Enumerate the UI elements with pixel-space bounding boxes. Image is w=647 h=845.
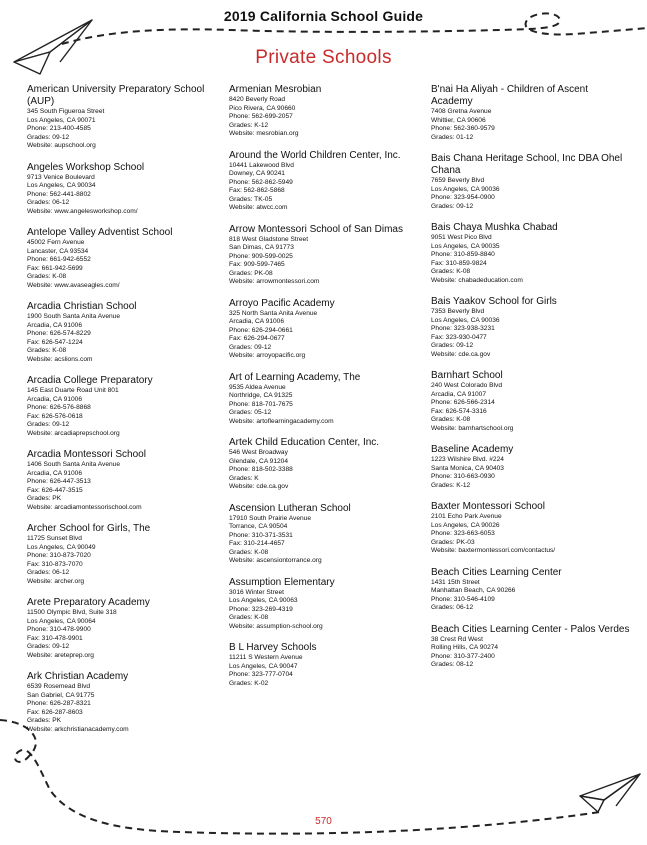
school-website: Website: aupschool.org: [27, 142, 96, 149]
school-detail-line: Fax: 323-930-0477: [431, 333, 487, 341]
school-detail-line: Grades: TK-05: [229, 195, 273, 203]
school-entry: [229, 577, 429, 632]
school-detail-line: 7659 Beverly Blvd: [431, 177, 485, 184]
school-name: Bais Chaya Mushka Chabad: [431, 222, 558, 233]
school-name: Around the World Children Center, Inc.: [229, 149, 401, 161]
school-detail-line: 45002 Fern Avenue: [27, 239, 85, 246]
school-detail-line: 9535 Aldea Avenue: [229, 383, 286, 391]
school-entry: [27, 671, 227, 734]
school-name: Ascension Lutheran School: [229, 502, 351, 514]
school-detail-line: Los Angeles, CA 90026: [431, 521, 500, 529]
school-entry: [431, 624, 631, 670]
school-detail-line: Grades: K: [229, 474, 259, 482]
school-detail-line: Los Angeles, CA 90036: [431, 185, 500, 193]
school-detail-line: Manhattan Beach, CA 90266: [431, 587, 516, 594]
school-detail-line: Phone: 310-873-7020: [27, 552, 91, 559]
school-detail-line: Phone: 310-478-9900: [27, 626, 91, 633]
school-detail-line: Phone: 909-599-0025: [229, 252, 293, 260]
school-detail-line: Downey, CA 90241: [229, 170, 285, 177]
school-detail-line: Phone: 626-447-3513: [27, 478, 91, 485]
school-entry: [431, 222, 631, 285]
school-detail-line: Arcadia, CA 91006: [27, 395, 82, 403]
school-name: Assumption Elementary: [229, 576, 335, 588]
school-name: Baxter Montessori School: [431, 501, 545, 512]
school-detail-line: 818 West Gladstone Street: [229, 235, 309, 243]
school-website: Website: arrowmontessori.com: [229, 278, 320, 285]
school-detail-line: Phone: 323-954-0900: [431, 194, 495, 201]
school-detail-line: Grades: 06-12: [431, 604, 474, 611]
school-detail-line: Grades: 09-12: [27, 643, 70, 650]
school-website: Website: cde.ca.gov: [229, 483, 289, 490]
school-detail-line: Grades: 01-12: [431, 133, 474, 141]
school-entry: [229, 437, 429, 492]
school-detail-line: San Dimas, CA 91773: [229, 244, 294, 251]
school-detail-line: Fax: 626-294-0677: [229, 335, 285, 342]
school-detail-line: Fax: 310-859-9824: [431, 259, 487, 267]
school-detail-line: Phone: 310-663-0930: [431, 473, 495, 480]
school-website: Website: baxtermontessori.com/contactus/: [431, 547, 556, 554]
school-entry: [431, 501, 631, 556]
school-entry: [27, 597, 227, 660]
school-detail-line: Grades: 09-12: [229, 343, 272, 351]
school-entry: [27, 449, 227, 512]
school-detail-line: 1223 Wilshire Blvd. #224: [431, 456, 504, 463]
school-name: Antelope Valley Adventist School: [27, 227, 173, 238]
school-detail-line: 9051 West Pico Blvd: [431, 234, 492, 241]
school-entry: [27, 523, 227, 586]
school-entry: [27, 375, 227, 438]
school-detail-line: Fax: 626-574-3316: [431, 407, 487, 415]
school-detail-line: Fax: 626-447-3515: [27, 486, 83, 494]
school-website: Website: www.angelesworkshop.com/: [27, 207, 138, 215]
school-detail-line: Grades: PK: [27, 495, 62, 502]
school-entry: [27, 301, 227, 364]
school-detail-line: Phone: 562-360-9579: [431, 125, 495, 132]
school-detail-line: 7408 Gretna Avenue: [431, 108, 492, 115]
school-detail-line: 2101 Echo Park Avenue: [431, 513, 502, 520]
school-detail-line: Phone: 323-269-4319: [229, 605, 293, 613]
school-detail-line: 325 North Santa Anita Avenue: [229, 309, 318, 317]
school-website: Website: mesrobian.org: [229, 130, 299, 137]
school-detail-line: Grades: 09-12: [431, 202, 474, 210]
school-detail-line: Phone: 310-371-3531: [229, 531, 293, 539]
school-detail-line: 9713 Venice Boulevard: [27, 173, 95, 181]
school-detail-line: Phone: 818-701-7675: [229, 400, 293, 408]
school-website: Website: barnhartschool.org: [431, 424, 514, 432]
school-detail-line: 546 West Broadway: [229, 449, 288, 456]
school-entry: [27, 227, 227, 290]
school-detail-line: Phone: 310-859-8840: [431, 251, 495, 258]
page-number: 570: [315, 816, 332, 827]
school-detail-line: 7353 Beverly Blvd: [431, 308, 485, 315]
school-website: Website: atwcc.com: [229, 204, 288, 211]
school-detail-line: Phone: 818-502-3388: [229, 466, 293, 473]
school-detail-line: Whittier, CA 90606: [431, 116, 486, 124]
school-detail-line: Grades: 09-12: [27, 133, 70, 141]
school-detail-line: Phone: 562-699-2057: [229, 113, 293, 120]
school-detail-line: Arcadia, CA 91007: [431, 390, 486, 398]
school-entry: [229, 503, 429, 566]
school-name: Arete Preparatory Academy: [27, 597, 150, 608]
school-website: Website: artoflearningacademy.com: [229, 417, 334, 425]
school-detail-line: 38 Crest Rd West: [431, 635, 483, 643]
school-detail-line: Grades: 09-12: [431, 342, 474, 349]
school-detail-line: 1406 South Santa Anita Avenue: [27, 461, 121, 468]
school-entry: [229, 84, 429, 139]
school-detail-line: Grades: 08-12: [431, 661, 474, 668]
school-name: Ark Christian Academy: [27, 671, 129, 682]
school-detail-line: Lancaster, CA 93534: [27, 247, 89, 255]
school-name: Artek Child Education Center, Inc.: [229, 437, 380, 448]
school-website: Website: assumption-school.org: [229, 622, 323, 630]
school-entry: [431, 370, 631, 433]
school-detail-line: Fax: 661-942-5699: [27, 264, 83, 272]
school-detail-line: Grades: 09-12: [27, 421, 70, 428]
school-detail-line: Phone: 323-663-6053: [431, 530, 495, 537]
school-name: Arrow Montessori School of San Dimas: [229, 223, 403, 235]
school-website: Website: www.avaseagles.com/: [27, 281, 120, 289]
school-entry: [229, 150, 429, 213]
school-detail-line: Fax: 562-862-5868: [229, 187, 285, 194]
school-detail-line: Fax: 310-214-4657: [229, 540, 285, 547]
school-detail-line: Phone: 626-294-0661: [229, 326, 293, 334]
guide-title: 2019 California School Guide: [223, 8, 424, 24]
school-website: Website: areteprep.org: [27, 651, 94, 659]
school-detail-line: Phone: 323-777-0704: [229, 671, 293, 678]
school-detail-line: Northridge, CA 91325: [229, 392, 293, 399]
school-detail-line: Los Angeles, CA 90071: [27, 116, 96, 124]
school-detail-line: Phone: 626-566-2314: [431, 399, 495, 406]
school-detail-line: Fax: 626-287-8603: [27, 708, 83, 716]
school-website: Website: archer.org: [27, 577, 85, 585]
school-website: Website: acslions.com: [27, 355, 93, 363]
school-detail-line: Grades: K-08: [229, 548, 269, 556]
school-detail-line: Grades: PK: [27, 717, 62, 724]
school-detail-line: Los Angeles, CA 90049: [27, 543, 96, 551]
school-entry: [431, 84, 631, 142]
school-column-3: [431, 84, 631, 681]
school-detail-line: 1900 South Santa Anita Avenue: [27, 313, 121, 320]
section-title: Private Schools: [255, 47, 392, 68]
school-detail-line: Grades: 06-12: [27, 569, 70, 576]
school-entry: [27, 84, 227, 151]
school-detail-line: Grades: PK-03: [431, 538, 475, 546]
school-entry: [431, 444, 631, 490]
school-detail-line: Rolling Hills, CA 90274: [431, 644, 499, 651]
school-detail-line: Phone: 626-576-8868: [27, 404, 91, 411]
school-detail-line: Fax: 909-599-7465: [229, 261, 285, 268]
school-name: Baseline Academy: [431, 444, 514, 455]
school-detail-line: Fax: 626-576-0618: [27, 412, 83, 420]
school-detail-line: Phone: 626-287-8321: [27, 700, 91, 707]
school-detail-line: 345 South Figueroa Street: [27, 108, 105, 115]
school-website: Website: cde.ca.gov: [431, 350, 491, 358]
school-name: Bais Yaakov School for Girls: [431, 296, 557, 307]
school-detail-line: 6539 Rosemead Blvd: [27, 683, 91, 690]
school-detail-line: 145 East Duarte Road Unit 801: [27, 387, 119, 394]
school-detail-line: Phone: 323-938-3231: [431, 325, 495, 332]
paper-plane-icon: [580, 774, 640, 812]
school-detail-line: Arcadia, CA 91006: [229, 318, 284, 325]
school-website: Website: chabadeducation.com: [431, 276, 523, 284]
school-detail-line: Grades: K-08: [229, 614, 269, 621]
school-detail-line: Los Angeles, CA 90035: [431, 242, 500, 250]
school-detail-line: Grades: K-12: [431, 481, 471, 489]
school-name: Archer School for Girls, The: [27, 523, 151, 534]
school-entry: [229, 372, 429, 427]
school-column-1: [27, 84, 227, 745]
school-detail-line: Los Angeles, CA 90036: [431, 316, 500, 324]
school-name: B'nai Ha Aliyah - Children of Ascent Academy: [431, 84, 588, 107]
school-detail-line: 8420 Beverly Road: [229, 96, 286, 103]
school-detail-line: Pico Rivera, CA 90660: [229, 104, 296, 112]
school-detail-line: 11725 Sunset Blvd: [27, 535, 82, 542]
school-detail-line: Grades: 05-12: [229, 409, 272, 416]
school-name: Armenian Mesrobian: [229, 84, 322, 95]
school-entry: [431, 296, 631, 359]
school-detail-line: Glendale, CA 91204: [229, 457, 289, 465]
school-name: Arcadia College Preparatory: [27, 375, 153, 386]
school-entry: [431, 567, 631, 613]
school-detail-line: 1431 15th Street: [431, 578, 480, 586]
school-name: Arcadia Montessori School: [27, 449, 146, 460]
school-detail-line: Fax: 626-547-1224: [27, 338, 83, 346]
school-name: B L Harvey Schools: [229, 642, 317, 653]
school-detail-line: Los Angeles, CA 90064: [27, 617, 96, 625]
school-website: Website: arcadiaprepschool.org: [27, 429, 120, 437]
school-detail-line: Grades: K-08: [431, 268, 471, 275]
school-detail-line: Phone: 562-441-8802: [27, 190, 91, 198]
school-name: Beach Cities Learning Center: [431, 566, 562, 578]
school-detail-line: 11211 S Western Avenue: [229, 654, 303, 661]
school-detail-line: Arcadia, CA 91006: [27, 469, 82, 477]
school-name: American University Preparatory School (AUP): [27, 84, 205, 107]
school-detail-line: Los Angeles, CA 90047: [229, 662, 298, 670]
school-detail-line: Santa Monica, CA 90403: [431, 464, 504, 472]
school-detail-line: 17910 South Prairie Avenue: [229, 514, 311, 522]
school-entry: [229, 298, 429, 361]
school-detail-line: Phone: 213-400-4585: [27, 125, 91, 132]
school-detail-line: Torrance, CA 90504: [229, 523, 288, 530]
school-detail-line: 10441 Lakewood Blvd: [229, 161, 294, 169]
school-detail-line: Phone: 562-862-5949: [229, 178, 293, 186]
school-detail-line: Grades: PK-08: [229, 269, 273, 277]
school-name: Beach Cities Learning Center - Palos Verdes: [431, 623, 630, 635]
school-name: Arcadia Christian School: [27, 301, 137, 312]
school-column-2: [229, 84, 429, 699]
school-entry: [229, 224, 429, 287]
school-detail-line: Phone: 661-942-6552: [27, 256, 91, 263]
school-detail-line: San Gabriel, CA 91775: [27, 691, 95, 699]
school-detail-line: Los Angeles, CA 90063: [229, 597, 298, 604]
school-detail-line: Fax: 310-873-7070: [27, 560, 83, 568]
school-detail-line: Grades: K-12: [229, 121, 269, 129]
school-detail-line: Fax: 310-478-9901: [27, 634, 83, 642]
school-website: Website: ascensiontorrance.org: [229, 557, 322, 564]
school-website: Website: arroyopacific.org: [229, 352, 306, 359]
school-name: Arroyo Pacific Academy: [229, 297, 335, 309]
school-detail-line: Grades: K-08: [27, 273, 67, 280]
school-detail-line: Phone: 626-574-8229: [27, 330, 91, 337]
school-website: Website: arkchristianacademy.com: [27, 725, 129, 733]
school-detail-line: Grades: K-08: [27, 347, 67, 354]
school-name: Barnhart School: [431, 370, 503, 381]
school-detail-line: Los Angeles, CA 90034: [27, 182, 96, 189]
school-entry: [229, 642, 429, 688]
school-detail-line: Phone: 310-546-4109: [431, 595, 495, 603]
school-name: Art of Learning Academy, The: [229, 371, 361, 383]
school-detail-line: 240 West Colorado Blvd: [431, 382, 502, 389]
school-website: Website: arcadiamontessorischool.com: [27, 503, 142, 511]
school-detail-line: Grades: K-02: [229, 679, 269, 687]
school-detail-line: Grades: 06-12: [27, 199, 70, 206]
school-entry: [431, 153, 631, 211]
school-detail-line: 3016 Winter Street: [229, 588, 284, 596]
school-detail-line: Arcadia, CA 91006: [27, 321, 82, 329]
school-detail-line: Phone: 310-377-2400: [431, 652, 495, 660]
school-entry: [27, 162, 227, 217]
school-detail-line: Grades: K-08: [431, 416, 471, 423]
school-name: Angeles Workshop School: [27, 161, 145, 173]
school-detail-line: 11500 Olympic Blvd, Suite 318: [27, 609, 117, 616]
school-name: Bais Chana Heritage School, Inc DBA Ohel Chana: [431, 153, 623, 176]
